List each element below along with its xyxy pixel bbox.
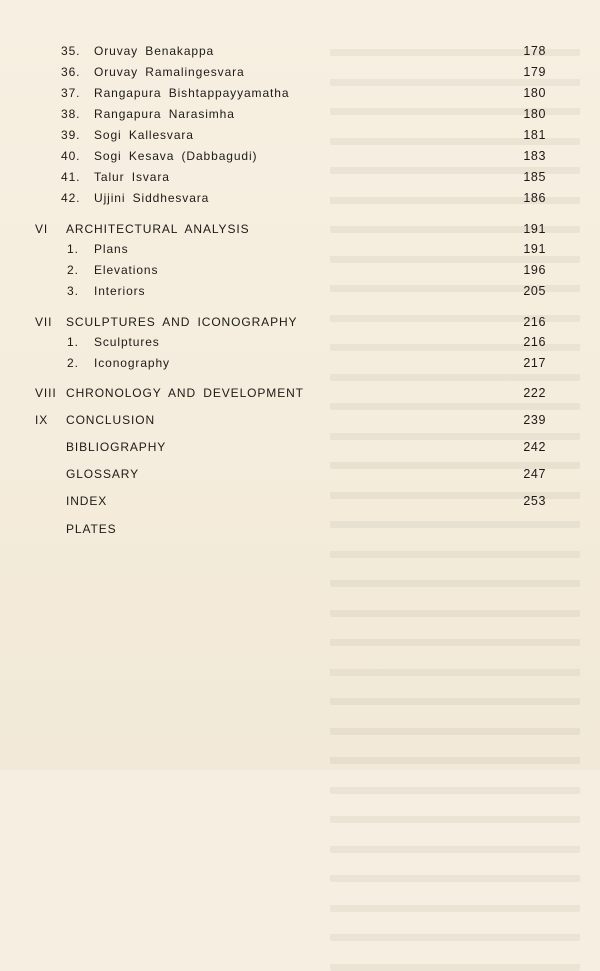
subentry-page: 205	[523, 284, 546, 298]
subentry-title: Interiors	[94, 284, 146, 298]
entry-page: 185	[523, 170, 546, 184]
entry-page: 178	[523, 44, 546, 58]
toc-back-matter-entry	[0, 440, 600, 460]
back-matter-page: 242	[523, 440, 546, 454]
toc-entry	[0, 170, 600, 190]
toc-entry	[0, 191, 600, 211]
entry-number: 40.	[61, 149, 81, 163]
subentry-page: 191	[523, 242, 546, 256]
toc-section-heading	[0, 413, 600, 433]
toc-subentry	[0, 356, 600, 376]
section-page: 191	[523, 222, 546, 236]
subentry-title: Sculptures	[94, 335, 160, 349]
section-page: 216	[523, 315, 546, 329]
section-page: 239	[523, 413, 546, 427]
subentry-title: Plans	[94, 242, 129, 256]
entry-title: Rangapura Bishtappayyamatha	[94, 86, 290, 100]
section-title: ARCHITECTURAL ANALYSIS	[66, 222, 250, 236]
entry-title: Sogi Kallesvara	[94, 128, 194, 142]
entry-page: 186	[523, 191, 546, 205]
entry-number: 35.	[61, 44, 81, 58]
entry-page: 181	[523, 128, 546, 142]
toc-entry	[0, 128, 600, 148]
toc-section-heading	[0, 315, 600, 335]
back-matter-title: BIBLIOGRAPHY	[66, 440, 167, 454]
subentry-page: 217	[523, 356, 546, 370]
toc-back-matter-entry	[0, 494, 600, 514]
subentry-number: 1.	[67, 335, 79, 349]
subentry-title: Elevations	[94, 263, 159, 277]
entry-title: Talur Isvara	[94, 170, 170, 184]
section-title: CONCLUSION	[66, 413, 156, 427]
entry-page: 183	[523, 149, 546, 163]
toc-entry	[0, 149, 600, 169]
section-title: SCULPTURES AND ICONOGRAPHY	[66, 315, 298, 329]
back-matter-page: 253	[523, 494, 546, 508]
entry-title: Ujjini Siddhesvara	[94, 191, 210, 205]
subentry-page: 216	[523, 335, 546, 349]
section-page: 222	[523, 386, 546, 400]
back-matter-page: 247	[523, 467, 546, 481]
section-number: VI	[35, 222, 49, 236]
subentry-number: 2.	[67, 263, 79, 277]
entry-title: Oruvay Ramalingesvara	[94, 65, 245, 79]
section-number: IX	[35, 413, 49, 427]
section-number: VIII	[35, 386, 57, 400]
entry-page: 180	[523, 107, 546, 121]
toc-entry	[0, 44, 600, 64]
toc-section-heading	[0, 386, 600, 406]
entry-page: 179	[523, 65, 546, 79]
back-matter-title: GLOSSARY	[66, 467, 140, 481]
toc-entry	[0, 86, 600, 106]
toc-back-matter-entry	[0, 522, 600, 542]
subentry-number: 2.	[67, 356, 79, 370]
entry-page: 180	[523, 86, 546, 100]
entry-number: 36.	[61, 65, 81, 79]
entry-title: Rangapura Narasimha	[94, 107, 235, 121]
toc-back-matter-entry	[0, 467, 600, 487]
entry-number: 41.	[61, 170, 81, 184]
toc-subentry	[0, 335, 600, 355]
subentry-number: 1.	[67, 242, 79, 256]
entry-number: 39.	[61, 128, 81, 142]
entry-number: 37.	[61, 86, 81, 100]
subentry-number: 3.	[67, 284, 79, 298]
section-number: VII	[35, 315, 53, 329]
back-matter-title: PLATES	[66, 522, 117, 536]
subentry-title: Iconography	[94, 356, 170, 370]
subentry-page: 196	[523, 263, 546, 277]
toc-entry	[0, 65, 600, 85]
toc-entry	[0, 107, 600, 127]
toc-subentry	[0, 242, 600, 262]
toc-subentry	[0, 263, 600, 283]
back-matter-title: INDEX	[66, 494, 108, 508]
entry-title: Oruvay Benakappa	[94, 44, 215, 58]
toc-subentry	[0, 284, 600, 304]
entry-number: 38.	[61, 107, 81, 121]
section-title: CHRONOLOGY AND DEVELOPMENT	[66, 386, 304, 400]
toc-section-heading	[0, 222, 600, 242]
entry-title: Sogi Kesava (Dabbagudi)	[94, 149, 258, 163]
entry-number: 42.	[61, 191, 81, 205]
